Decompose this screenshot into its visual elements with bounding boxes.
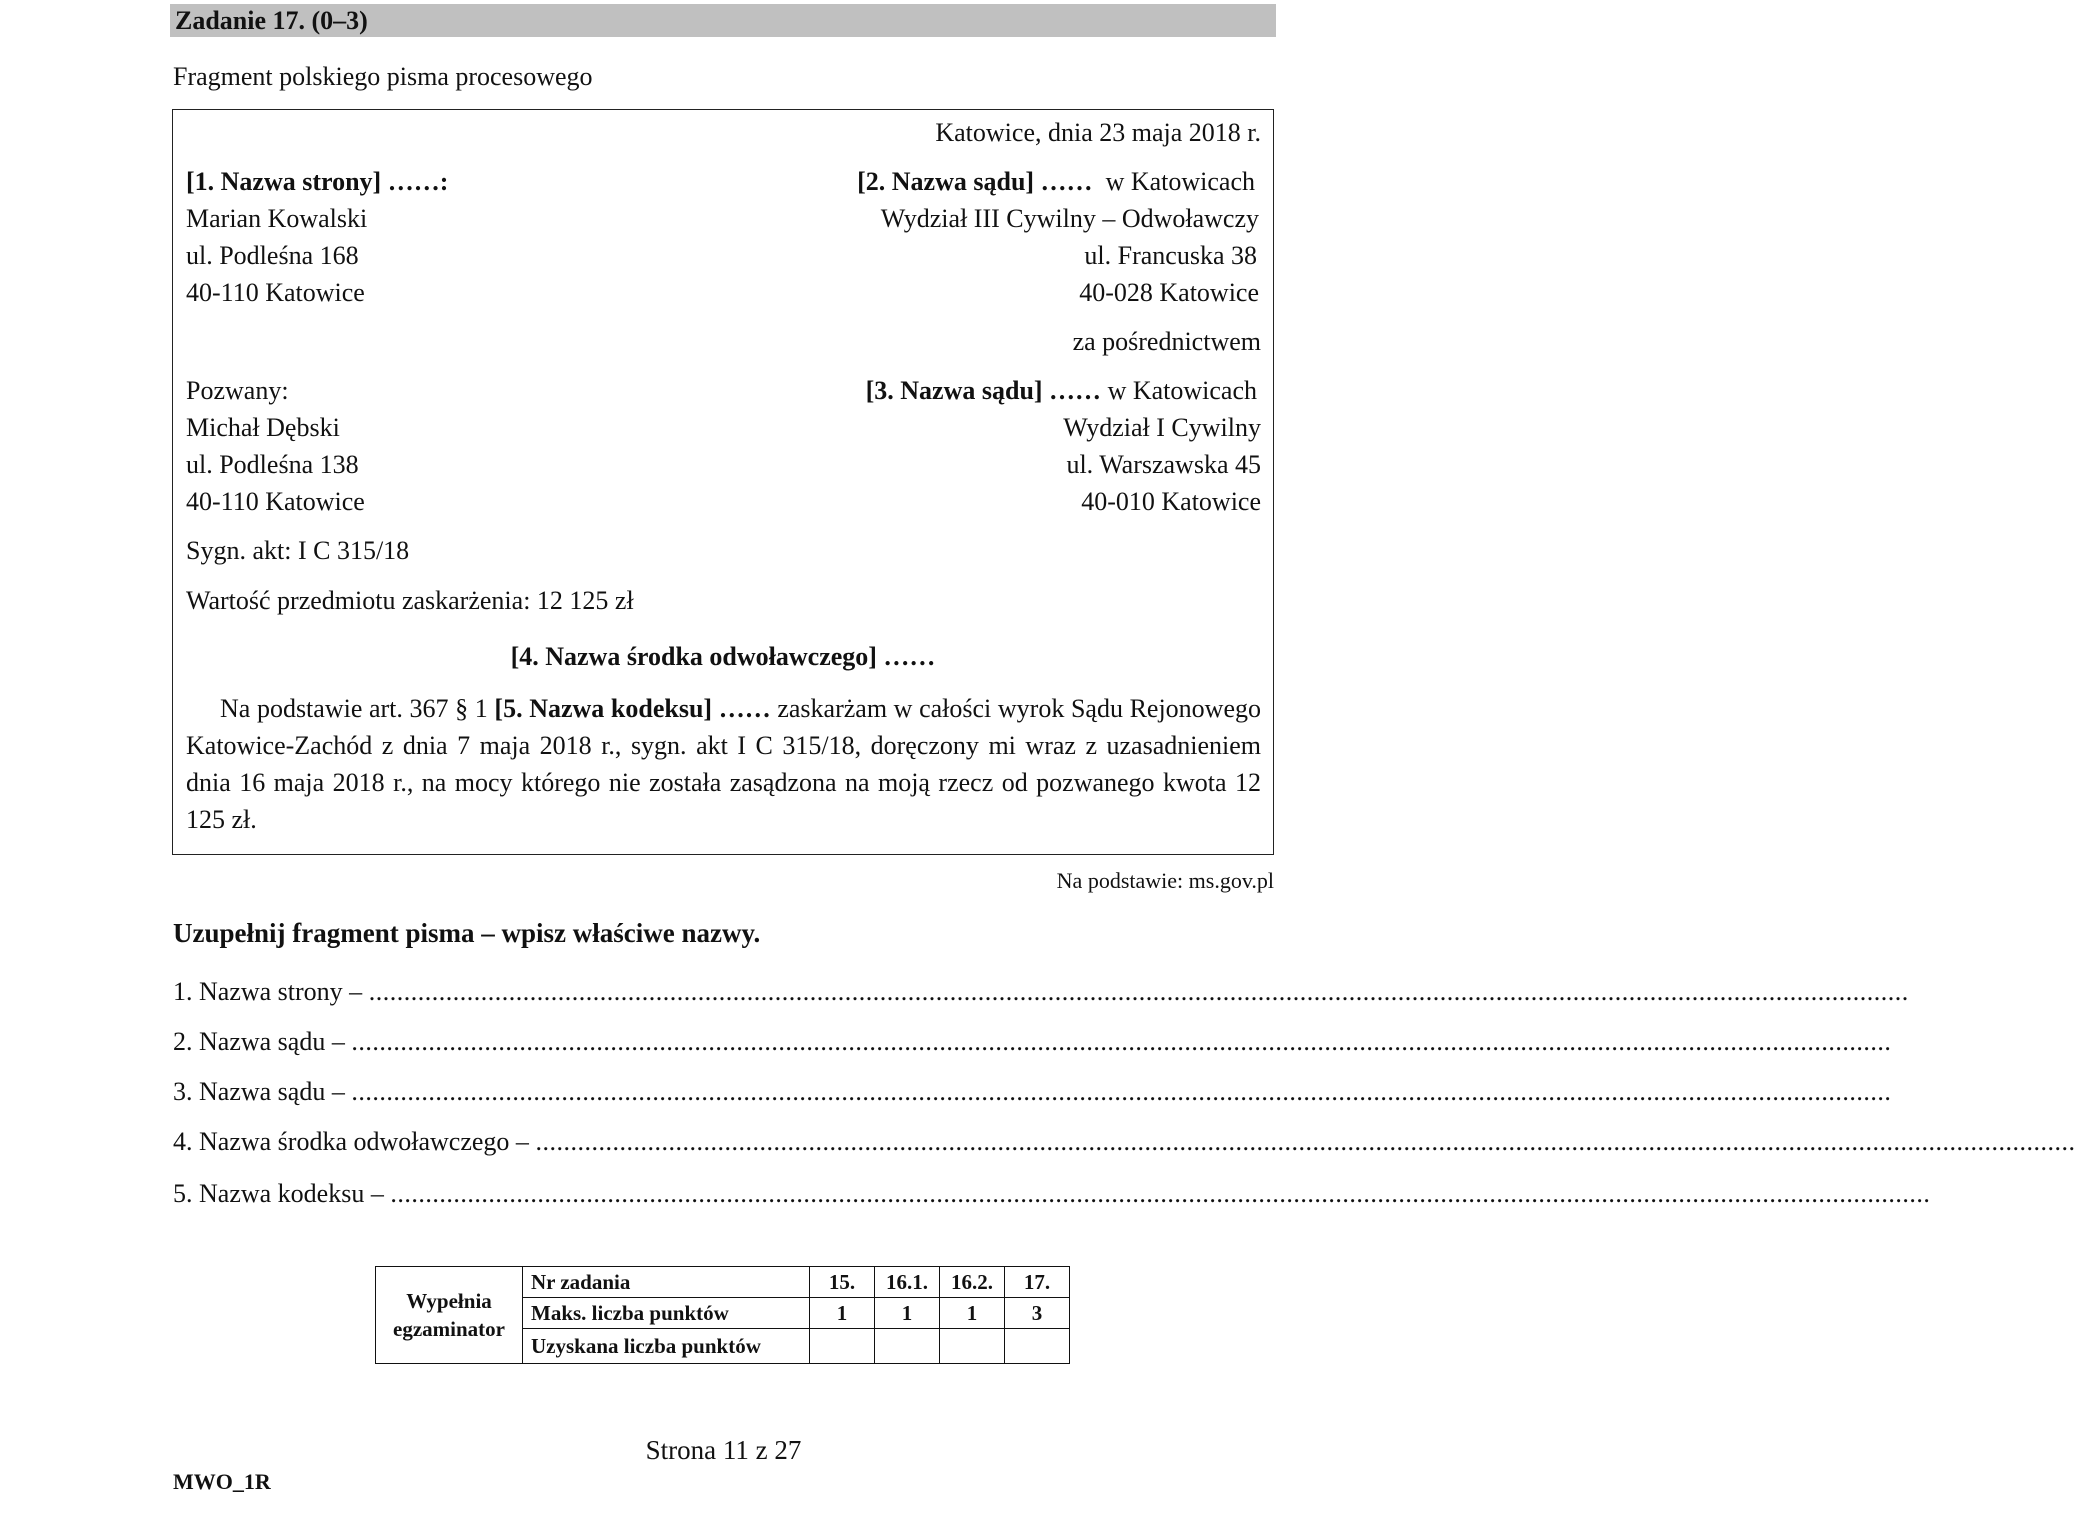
row-label-obtained-points: Uzyskana liczba punktów (523, 1329, 810, 1364)
court1-city: 40-028 Katowice (1079, 278, 1259, 307)
source-note: Na podstawie: ms.gov.pl (1056, 868, 1274, 893)
row-label-max-points: Maks. liczba punktów (523, 1298, 810, 1329)
task-no-16-2: 16.2. (940, 1267, 1005, 1298)
defendant-street: ul. Podleśna 138 (186, 450, 359, 479)
task-no-15: 15. (810, 1267, 875, 1298)
task-no-16-1: 16.1. (875, 1267, 940, 1298)
max-points-17: 3 (1005, 1298, 1070, 1329)
party-label: [1. Nazwa strony] ……: (186, 167, 449, 196)
task-title: Zadanie 17. (0–3) (175, 6, 368, 35)
answer-dots: ............................................................................................................................................................................................................................ (368, 977, 1909, 1006)
court2-dept: Wydział I Cywilny (1063, 413, 1261, 442)
answer-dots: ............................................................................................................................................................................................................................ (535, 1127, 2075, 1156)
court1-label (857, 167, 1255, 197)
letter-date: Katowice, dnia 23 maja 2018 r. (935, 118, 1261, 147)
answer-line-1[interactable] (173, 977, 1909, 1007)
max-points-15: 1 (810, 1298, 875, 1329)
body-bold: [5. Nazwa kodeksu] …… (494, 694, 771, 723)
row-label-task-no: Nr zadania (523, 1267, 810, 1298)
page-number: Strona 11 z 27 (645, 1435, 802, 1465)
task-no-17: 17. (1005, 1267, 1070, 1298)
exam-code: MWO_1R (173, 1469, 271, 1494)
body-post: zaskarżam w całości wyrok Sądu Rejonowego Katowice-Zachód z dnia 7 maja 2018 r., sygn. akt I C 315/18, doręczony mi wraz z uzasadnieniem dnia 16 maja 2018 r., na mocy którego nie została zasądzona na moją rzecz od pozwanego kwota 12 125 zł. (186, 694, 1261, 834)
defendant-label: Pozwany: (186, 376, 289, 405)
intro-text: Fragment polskiego pisma procesowego (173, 62, 593, 91)
answer-label-5: 5. Nazwa kodeksu – (173, 1179, 391, 1208)
answer-line-3[interactable] (173, 1077, 1892, 1107)
via-text: za pośrednictwem (1072, 327, 1261, 356)
court1-street: ul. Francuska 38 (1084, 241, 1257, 270)
court2-label-bold: [3. Nazwa sądu] …… (865, 376, 1102, 405)
defendant-name: Michał Dębski (186, 413, 340, 442)
max-points-16-1: 1 (875, 1298, 940, 1329)
task-header (170, 4, 1276, 37)
case-number: Sygn. akt: I C 315/18 (186, 536, 410, 565)
plaintiff-name: Marian Kowalski (186, 204, 368, 233)
claim-value: Wartość przedmiotu zaskarżenia: 12 125 zł (186, 586, 634, 615)
plaintiff-street: ul. Podleśna 168 (186, 241, 359, 270)
court1-label-suffix: w Katowicach (1105, 167, 1255, 196)
answer-dots: ............................................................................................................................................................................................................................ (351, 1027, 1892, 1056)
answer-label-3: 3. Nazwa sądu – (173, 1077, 352, 1106)
body-pre: Na podstawie art. 367 § 1 (220, 694, 495, 723)
score-table (375, 1266, 1070, 1364)
obtained-points-16-1[interactable] (875, 1329, 940, 1364)
answer-label-1: 1. Nazwa strony – (173, 977, 369, 1006)
answer-label-4: 4. Nazwa środka odwoławczego – (173, 1127, 536, 1156)
answer-dots: ............................................................................................................................................................................................................................ (390, 1179, 1931, 1208)
obtained-points-15[interactable] (810, 1329, 875, 1364)
court2-label (866, 376, 1257, 406)
answer-line-2[interactable] (173, 1027, 1892, 1057)
letter-box (172, 109, 1274, 855)
court2-label-suffix: w Katowicach (1107, 376, 1257, 405)
examiner-label: Wypełnia egzaminator (376, 1267, 523, 1364)
court2-street: ul. Warszawska 45 (1066, 450, 1261, 479)
court1-dept: Wydział III Cywilny – Odwoławczy (880, 204, 1259, 233)
answer-label-2: 2. Nazwa sądu – (173, 1027, 352, 1056)
answer-dots: ............................................................................................................................................................................................................................ (351, 1077, 1892, 1106)
answer-line-5[interactable] (173, 1179, 1931, 1209)
court1-label-bold: [2. Nazwa sądu] …… (857, 167, 1093, 196)
obtained-points-17[interactable] (1005, 1329, 1070, 1364)
task-instruction: Uzupełnij fragment pisma – wpisz właściwe nazwy. (173, 918, 761, 948)
defendant-city: 40-110 Katowice (186, 487, 365, 516)
plaintiff-city: 40-110 Katowice (186, 278, 365, 307)
court2-city: 40-010 Katowice (1081, 487, 1261, 516)
obtained-points-16-2[interactable] (940, 1329, 1005, 1364)
answer-line-4[interactable] (173, 1127, 2075, 1157)
max-points-16-2: 1 (940, 1298, 1005, 1329)
document-title: [4. Nazwa środka odwoławczego] …… (510, 642, 936, 671)
letter-body (186, 690, 1261, 838)
